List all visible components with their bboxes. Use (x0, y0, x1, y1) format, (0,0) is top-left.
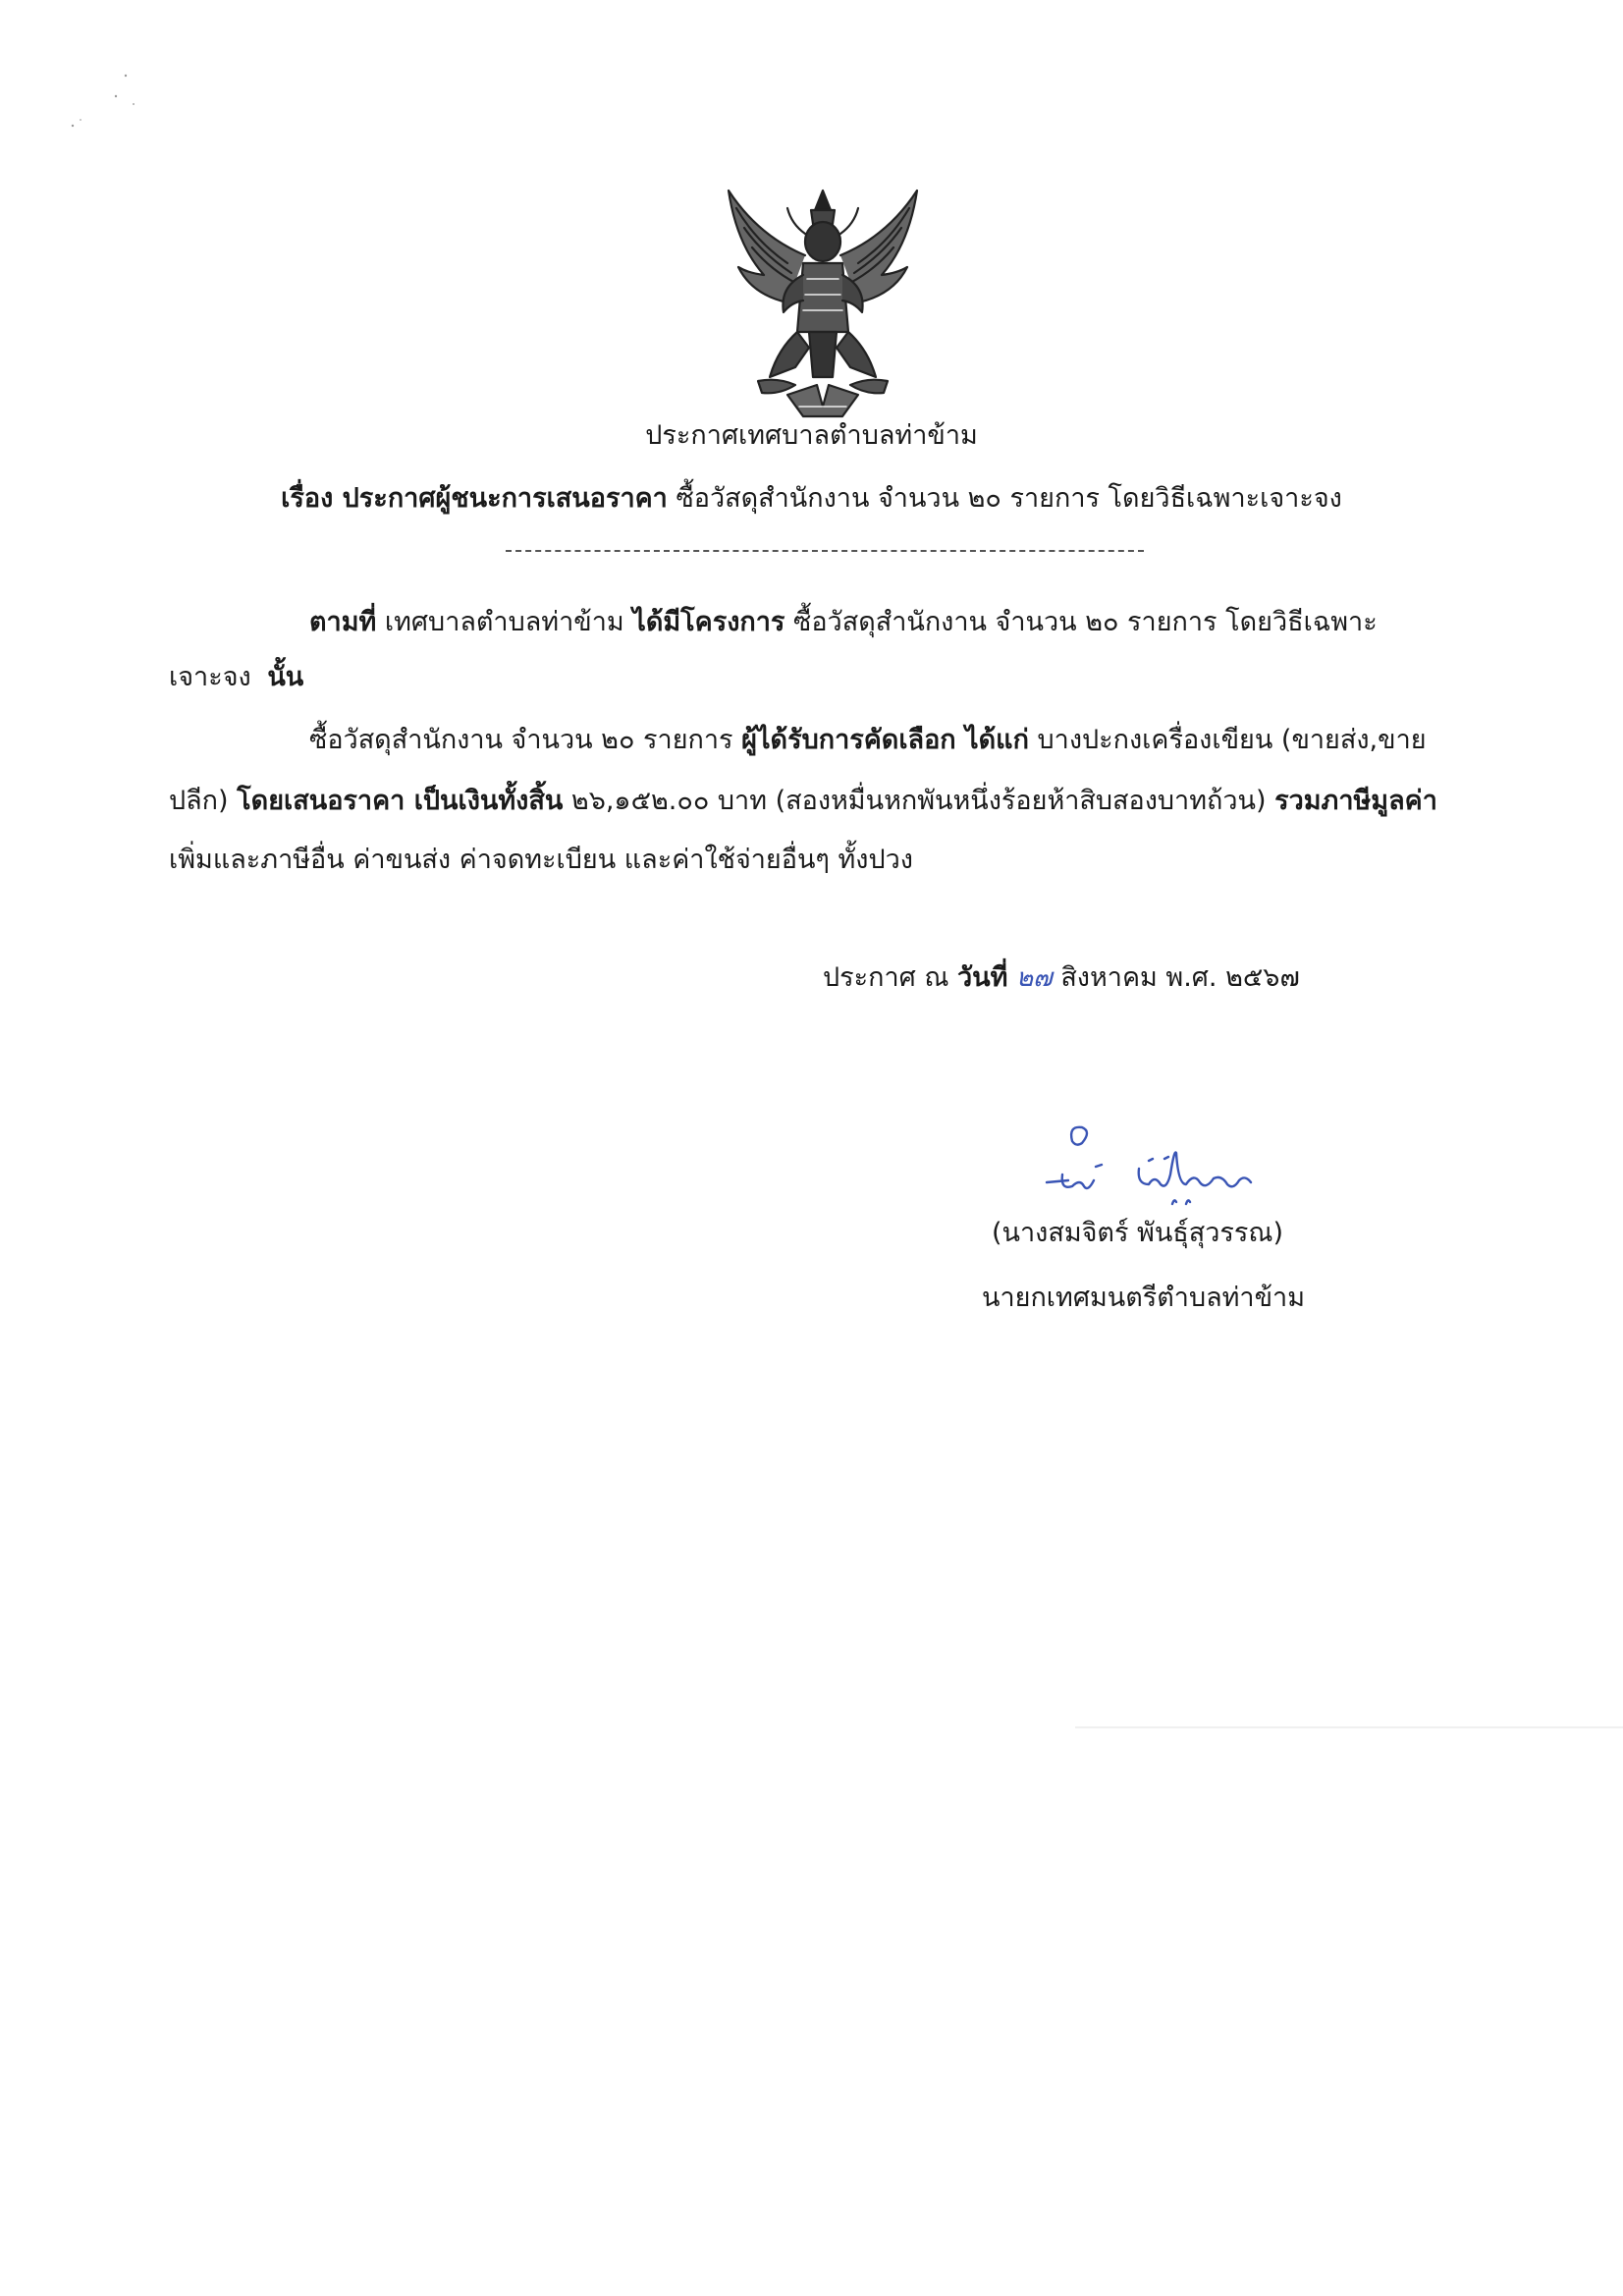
p2-winner-name-end: ปลีก) (169, 786, 229, 816)
p1-closing: นั้น (267, 662, 304, 692)
paragraph-1-line-1 (309, 603, 1378, 642)
signatory-position-text: นายกเทศมนตรีตำบลท่าข้าม (982, 1283, 1305, 1313)
signatory-position (982, 1279, 1305, 1318)
paragraph-2-line-1 (309, 721, 1427, 760)
p1-lead: ตามที่ (309, 607, 377, 637)
paragraph-2-line-3 (169, 841, 913, 880)
signatory-name (992, 1214, 1283, 1253)
announcement-date (823, 958, 1300, 998)
announcement-title (0, 416, 1623, 456)
date-prefix: ประกาศ ณ (823, 962, 949, 993)
scan-artifact-line (1075, 1726, 1623, 1728)
p1-project-label: ได้มีโครงการ (632, 607, 785, 637)
garuda-emblem-icon (719, 185, 927, 420)
signatory-name-text: (นางสมจิตร์ พันธุ์สุวรรณ) (992, 1218, 1284, 1248)
dashed-separator (506, 550, 1144, 554)
subject-rest: ซื้อวัสดุสำนักงาน จำนวน ๒๐ รายการ โดยวิธีเฉพาะเจาะจง (676, 483, 1342, 514)
date-month-year: สิงหาคม พ.ศ. ๒๕๖๗ (1060, 962, 1300, 993)
p2-item: ซื้อวัสดุสำนักงาน จำนวน ๒๐ รายการ (309, 725, 733, 755)
paragraph-1-line-2 (169, 658, 303, 697)
title-text: ประกาศเทศบาลตำบลท่าข้าม (645, 420, 978, 451)
announcement-subject (0, 479, 1623, 519)
subject-prefix: เรื่อง ประกาศผู้ชนะการเสนอราคา (281, 483, 668, 514)
p1-project-name: ซื้อวัสดุสำนักงาน จำนวน ๒๐ รายการ โดยวิธีเฉพาะ (793, 607, 1378, 637)
handwritten-signature (1039, 1120, 1265, 1213)
date-day-label: วันที่ (957, 962, 1008, 993)
p1-organization: เทศบาลตำบลท่าข้าม (384, 607, 624, 637)
p1-method-end: เจาะจง (169, 662, 251, 692)
date-day-handwritten: ๒๗ (1016, 963, 1053, 993)
scan-specks (59, 59, 147, 147)
p2-winner-name: บางปะกงเครื่องเขียน (ขายส่ง,ขาย (1037, 725, 1427, 755)
p2-price-amount: ๒๖,๑๕๒.๐๐ บาท (สองหมื่นหกพันหนึ่งร้อยห้าสิบสองบาทถ้วน) (570, 786, 1267, 816)
p2-tax-details: เพิ่มและภาษีอื่น ค่าขนส่ง ค่าจดทะเบียน และค่าใช้จ่ายอื่นๆ ทั้งปวง (169, 845, 913, 875)
paragraph-2-line-2 (169, 782, 1437, 821)
p2-tax-label: รวมภาษีมูลค่า (1274, 786, 1437, 816)
p2-winner-label: ผู้ได้รับการคัดเลือก ได้แก่ (741, 725, 1029, 755)
p2-price-label: โดยเสนอราคา เป็นเงินทั้งสิ้น (237, 786, 564, 816)
